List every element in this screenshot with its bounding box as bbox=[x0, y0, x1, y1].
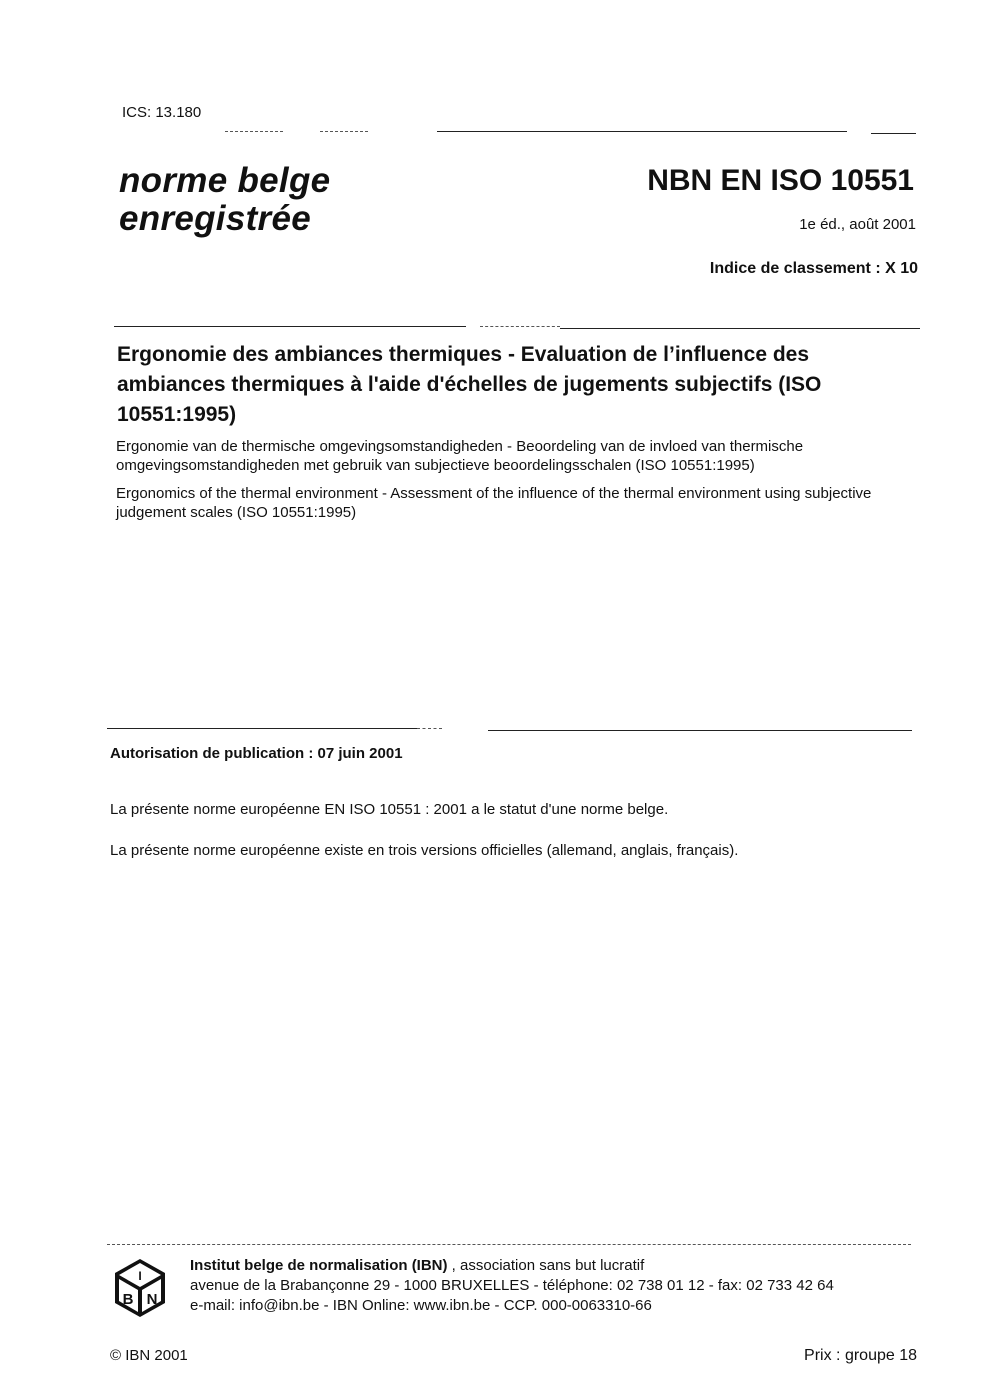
norm-label bbox=[119, 162, 330, 238]
copyright: © IBN 2001 bbox=[110, 1347, 188, 1364]
ibn-logo-graphic bbox=[114, 1258, 166, 1318]
title-french: Ergonomie des ambiances thermiques - Evaluation de l’influence des ambiances thermiques à l'aide d'échelles de jugements subjectifs (ISO 10551:1995) bbox=[117, 343, 822, 426]
institute-info bbox=[190, 1256, 834, 1316]
svg-text:I: I bbox=[138, 1269, 142, 1283]
title-rule-left bbox=[114, 326, 466, 327]
svg-text:B: B bbox=[122, 1291, 134, 1308]
middle-rule-mid bbox=[417, 728, 442, 729]
header-rule-left bbox=[225, 131, 283, 132]
institute-line bbox=[190, 1256, 834, 1276]
authorisation-date: Autorisation de publication : 07 juin 2001 bbox=[110, 745, 403, 762]
price-group: Prix : groupe 18 bbox=[804, 1347, 917, 1364]
classification-index: Indice de classement : X 10 bbox=[709, 260, 918, 277]
svg-text:N: N bbox=[146, 1291, 158, 1308]
versions-paragraph: La présente norme européenne existe en trois versions officielles (allemand, anglais, français). bbox=[110, 842, 739, 859]
title-rule-right bbox=[560, 328, 920, 329]
institute-address: avenue de la Brabançonne 29 - 1000 BRUXELLES - téléphone: 02 738 01 12 - fax: 02 733 42 64 bbox=[190, 1277, 834, 1294]
footer-rule bbox=[107, 1244, 911, 1245]
header-rule-end bbox=[871, 133, 916, 134]
institute-contact: e-mail: info@ibn.be - IBN Online: www.ibn.be - CCP. 000-0063310-66 bbox=[190, 1297, 652, 1314]
ics-code: ICS: 13.180 bbox=[122, 104, 202, 121]
ibn-logo-icon bbox=[114, 1258, 166, 1318]
header-rule-mid bbox=[320, 131, 368, 132]
institute-suffix: , association sans but lucratif bbox=[447, 1257, 645, 1274]
title-english: Ergonomics of the thermal environment - Assessment of the influence of the thermal environment using subjective judgement scales (ISO 10551:1995) bbox=[116, 485, 872, 521]
standard-code: NBN EN ISO 10551 bbox=[647, 164, 914, 197]
middle-rule-right bbox=[488, 730, 912, 731]
status-paragraph: La présente norme européenne EN ISO 10551 : 2001 a le statut d'une norme belge. bbox=[110, 801, 669, 818]
title-rule-mid bbox=[480, 326, 560, 327]
institute-name: Institut belge de normalisation (IBN) bbox=[190, 1257, 448, 1274]
middle-rule-left bbox=[107, 728, 417, 729]
header-rule-right bbox=[437, 131, 847, 132]
norm-label-line2: enregistrée bbox=[119, 199, 312, 238]
norm-label-line1: norme belge bbox=[119, 161, 331, 200]
edition-date: 1e éd., août 2001 bbox=[799, 216, 916, 233]
title-dutch: Ergonomie van de thermische omgevingsomstandigheden - Beoordeling van de invloed van thermische omgevingsomstandigheden met gebruik van subjectieve beoordelingsschalen (ISO 10551:1995) bbox=[116, 438, 804, 474]
